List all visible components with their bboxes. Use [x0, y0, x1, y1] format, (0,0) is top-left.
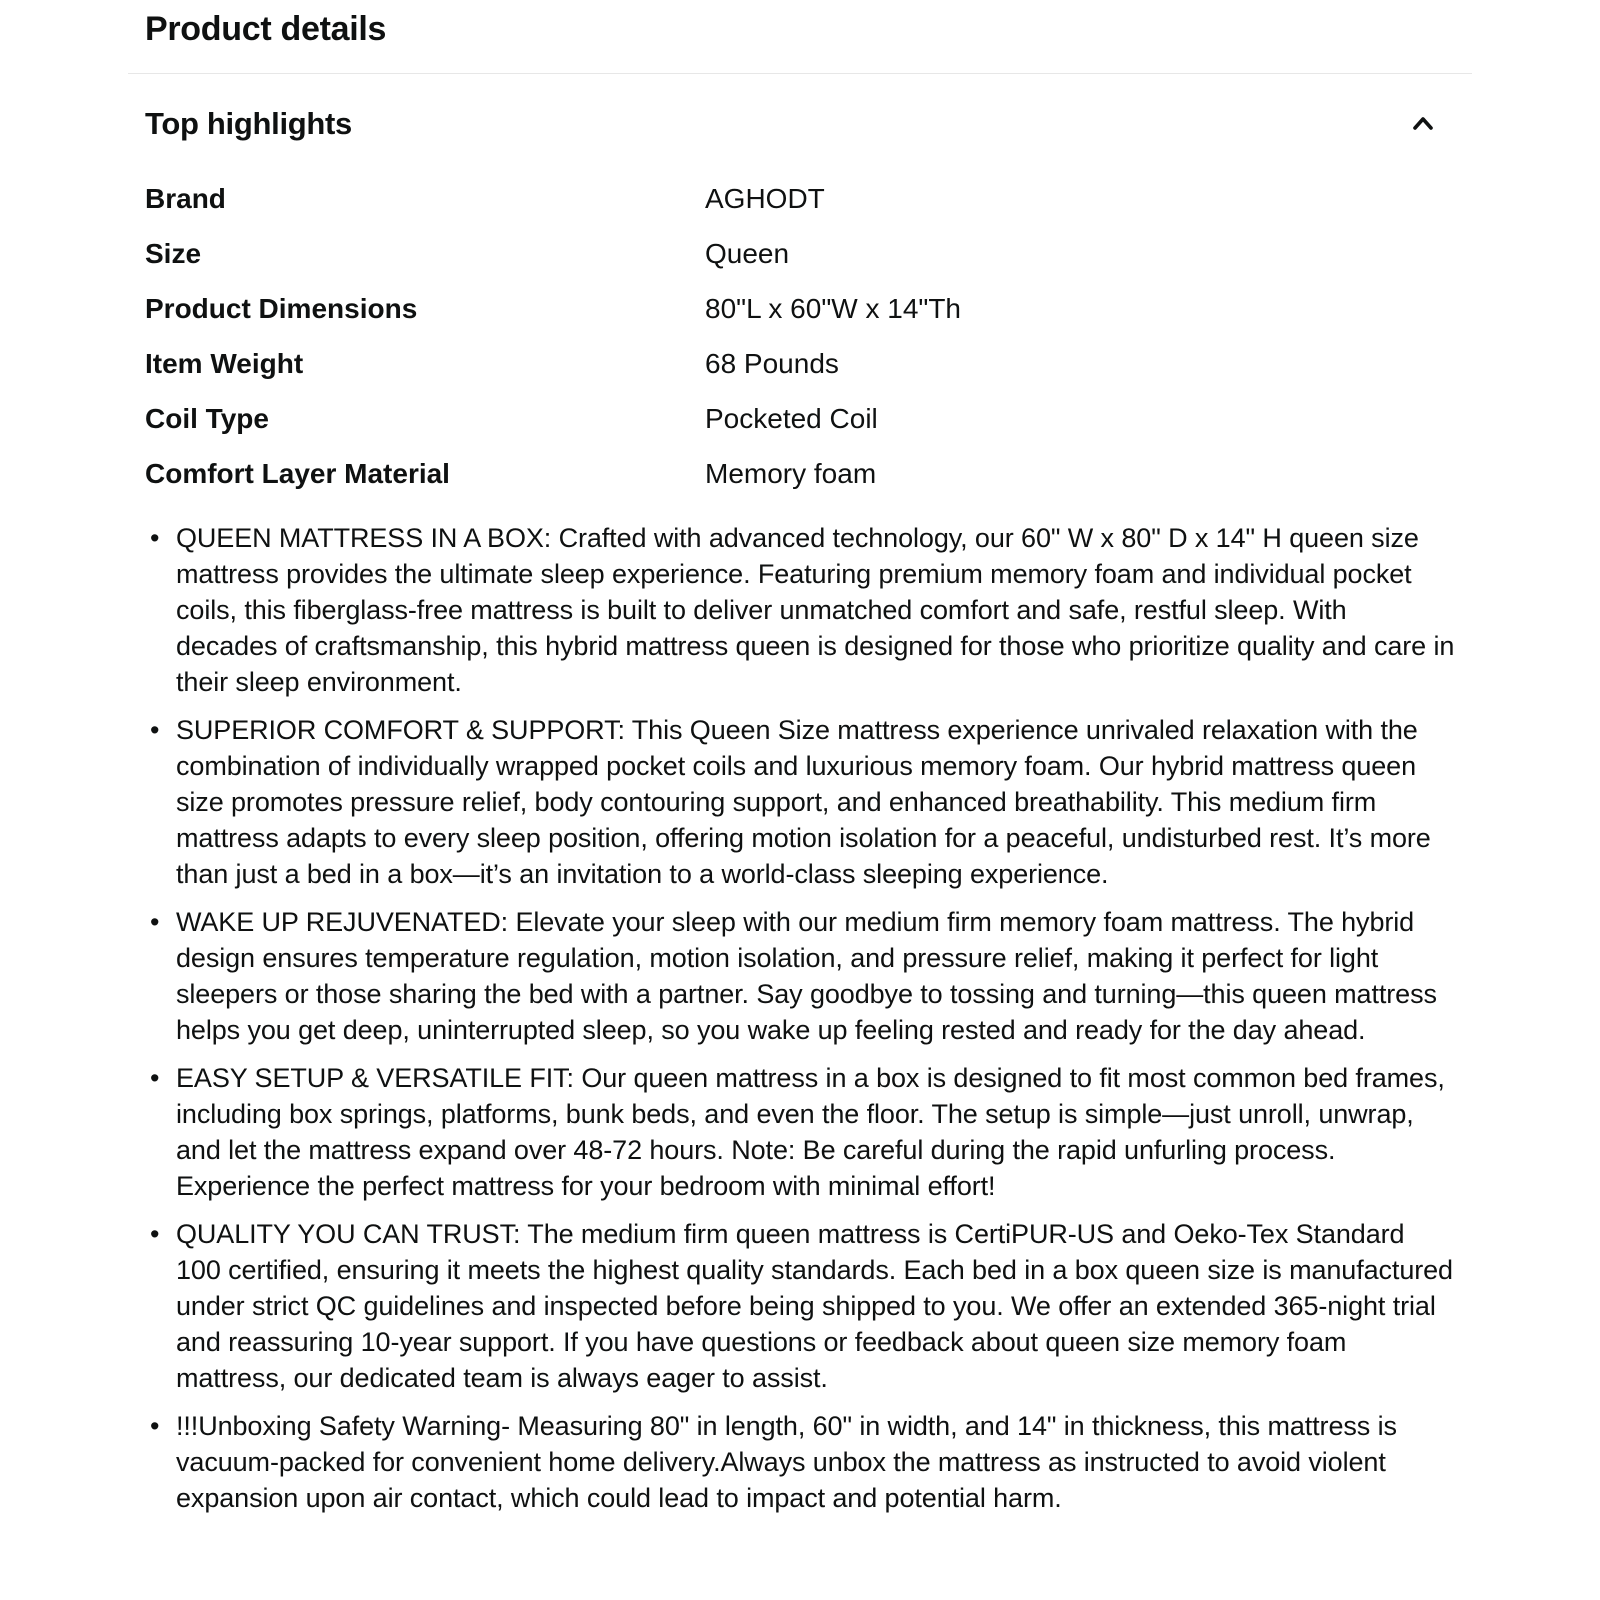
- collapse-section-button[interactable]: [1405, 106, 1441, 142]
- feature-bullet: • QUALITY YOU CAN TRUST: The medium firm queen mattress is CertiPUR-US and Oeko-Tex Standard 100 certified, ensuring it meets the highest quality standards. Each bed in a box queen size is manufactured under strict QC guidelines and inspected before being shipped to you. We offer an extended 365-night trial and reassuring 10-year support. If you have questions or feedback about queen size memory foam mattress, our dedicated team is always eager to assist.: [145, 1216, 1455, 1396]
- spec-row-coil-type: [145, 403, 1455, 435]
- page-title: Product details: [145, 10, 387, 48]
- top-highlights-heading: Top highlights: [145, 106, 353, 141]
- spec-row-brand: [145, 183, 1455, 215]
- top-highlights-header: [145, 106, 1455, 142]
- spec-label: Product Dimensions: [145, 293, 418, 324]
- feature-bullets: [145, 520, 1455, 1516]
- top-highlights-section: [128, 106, 1472, 1516]
- spec-table: [145, 183, 1455, 490]
- spec-value: 68 Pounds: [705, 348, 839, 379]
- product-details-section: [128, 0, 1472, 1516]
- spec-row-item-weight: [145, 348, 1455, 380]
- spec-label: Brand: [145, 183, 226, 214]
- spec-row-comfort-layer-material: [145, 458, 1455, 490]
- spec-row-size: [145, 238, 1455, 270]
- spec-label: Comfort Layer Material: [145, 458, 450, 489]
- spec-value: 80"L x 60"W x 14"Th: [705, 293, 962, 324]
- feature-bullet: • EASY SETUP & VERSATILE FIT: Our queen mattress in a box is designed to fit most common bed frames, including box springs, platforms, bunk beds, and even the floor. The setup is simple—just unroll, unwrap, and let the mattress expand over 48-72 hours. Note: Be careful during the rapid unfurling process. Experience the perfect mattress for your bedroom with minimal effort!: [145, 1060, 1455, 1204]
- feature-bullet: • WAKE UP REJUVENATED: Elevate your sleep with our medium firm memory foam mattress. The hybrid design ensures temperature regulation, motion isolation, and pressure relief, making it perfect for light sleepers or those sharing the bed with a partner. Say goodbye to tossing and turning—this queen mattress helps you get deep, uninterrupted sleep, so you wake up feeling rested and ready for the day ahead.: [145, 904, 1455, 1048]
- feature-bullet: • SUPERIOR COMFORT & SUPPORT: This Queen Size mattress experience unrivaled relaxation with the combination of individually wrapped pocket coils and luxurious memory foam. Our hybrid mattress queen size promotes pressure relief, body contouring support, and enhanced breathability. This medium firm mattress adapts to every sleep position, offering motion isolation for a peaceful, undisturbed rest. It’s more than just a bed in a box—it’s an invitation to a world-class sleeping experience.: [145, 712, 1455, 892]
- spec-value: Memory foam: [705, 458, 877, 489]
- feature-bullet: • QUEEN MATTRESS IN A BOX: Crafted with advanced technology, our 60" W x 80" D x 14" H queen size mattress provides the ultimate sleep experience. Featuring premium memory foam and individual pocket coils, this fiberglass-free mattress is built to deliver unmatched comfort and safe, restful sleep. With decades of craftsmanship, this hybrid mattress queen is designed for those who prioritize quality and care in their sleep environment.: [145, 520, 1455, 700]
- spec-value: AGHODT: [705, 183, 825, 214]
- spec-label: Item Weight: [145, 348, 304, 379]
- spec-label: Coil Type: [145, 403, 269, 434]
- section-divider: [128, 73, 1472, 74]
- spec-value: Pocketed Coil: [705, 403, 878, 434]
- feature-bullet: • !!!Unboxing Safety Warning- Measuring 80" in length, 60" in width, and 14" in thickness, this mattress is vacuum-packed for convenient home delivery.Always unbox the mattress as instructed to avoid violent expansion upon air contact, which could lead to impact and potential harm.: [145, 1408, 1455, 1516]
- spec-row-product-dimensions: [145, 293, 1455, 325]
- spec-value: Queen: [705, 238, 790, 269]
- chevron-up-icon: [1407, 108, 1439, 140]
- spec-label: Size: [145, 238, 202, 269]
